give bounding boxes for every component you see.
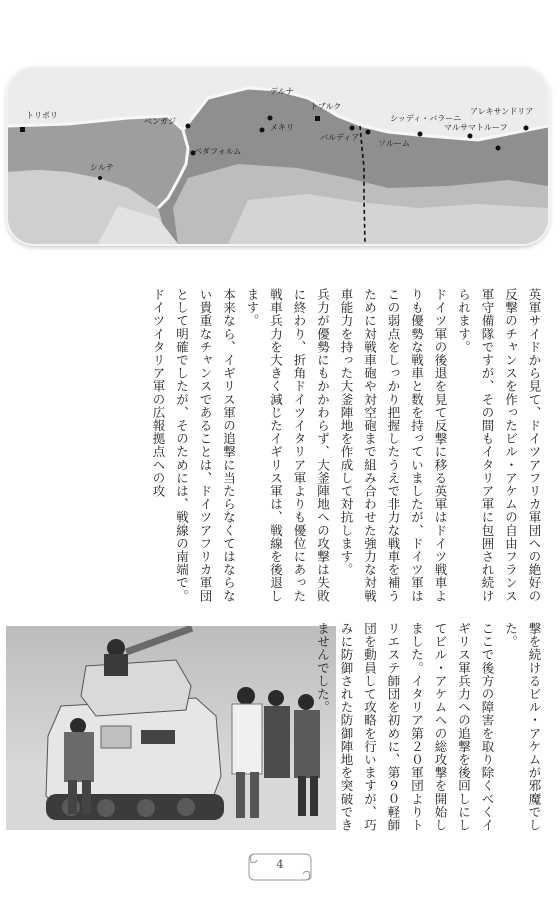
place-sirte: シルテ xyxy=(90,163,114,172)
place-benghazi: ベンガジ xyxy=(144,117,176,126)
page-number: 4 xyxy=(276,858,284,871)
place-bardia: バルディア xyxy=(320,133,360,142)
north-africa-map xyxy=(8,68,548,244)
place-derna: デルナ xyxy=(270,87,294,96)
paragraph-6: ここで後方の障害を取り除くべくイギリス軍兵力への追撃を後回しにしてビル・アケムへの総攻撃を開始しました。イタリア第２０軍団よりトリエステ師団を初めに、第９０軽師団を動員して攻略を行いますが、巧みに防御された防御陣地を突破できませんでした。 xyxy=(315,622,495,832)
place-sollum: ソルーム xyxy=(378,139,410,148)
paragraph-5: 撃を続けるビル・アケムが邪魔でした。 xyxy=(503,622,542,832)
paragraph-2: ドイツ軍の後退を見て反撃に移る英軍はドイツ戦車よりも優勢な戦車と数を持っていましたが、ドイツ軍はこの弱点をしっかり把握したうえで非力な戦車を補うために対戦車砲や対空砲まで組み合わせた強力な対戦車能力を持った大釜陣地を作成して対抗します。 xyxy=(339,288,448,603)
place-alexandria: アレキサンドリア xyxy=(470,107,534,116)
paragraph-4: 本来なら、イギリス軍の追撃に当たらなくてはならない貴重なチャンスであることは、ドイツアフリカ軍団として明確でしたが、そのためには、戦線の南端で。ドイツイタリア軍の広報拠点への攻 xyxy=(151,288,237,603)
place-sidi-barrani: シッディ・バラーニ xyxy=(390,114,462,123)
place-tobruk: トブルク xyxy=(310,102,342,111)
place-mechili: メキリ xyxy=(270,123,294,132)
place-beda-fomm: ベダフォルム xyxy=(194,147,242,156)
place-mersa-matruh: マルサマトルーフ xyxy=(444,123,508,132)
tank-photo-graphic xyxy=(6,626,336,830)
body-text-upper xyxy=(26,288,546,610)
place-tripoli: トリポリ xyxy=(26,111,58,120)
paragraph-1: 英軍サイドから見て、ドイツアフリカ軍団への絶好の反撃のチャンスを作ったビル・アケムの自由フランス軍守備隊ですが、その間もイタリア軍に包囲され続けられます。 xyxy=(456,288,542,603)
page-number-scroll xyxy=(247,850,313,882)
paragraph-3: 兵力が優勢にもかかわらず、大釜陣地への攻撃は失敗に終わり、折角ドイツイタリア軍よりも優位にあった戦車兵力を大きく減じたイギリス軍は、戦線を後退します。 xyxy=(245,288,331,603)
body-text-lower xyxy=(315,622,546,832)
tank-photograph xyxy=(6,626,336,830)
